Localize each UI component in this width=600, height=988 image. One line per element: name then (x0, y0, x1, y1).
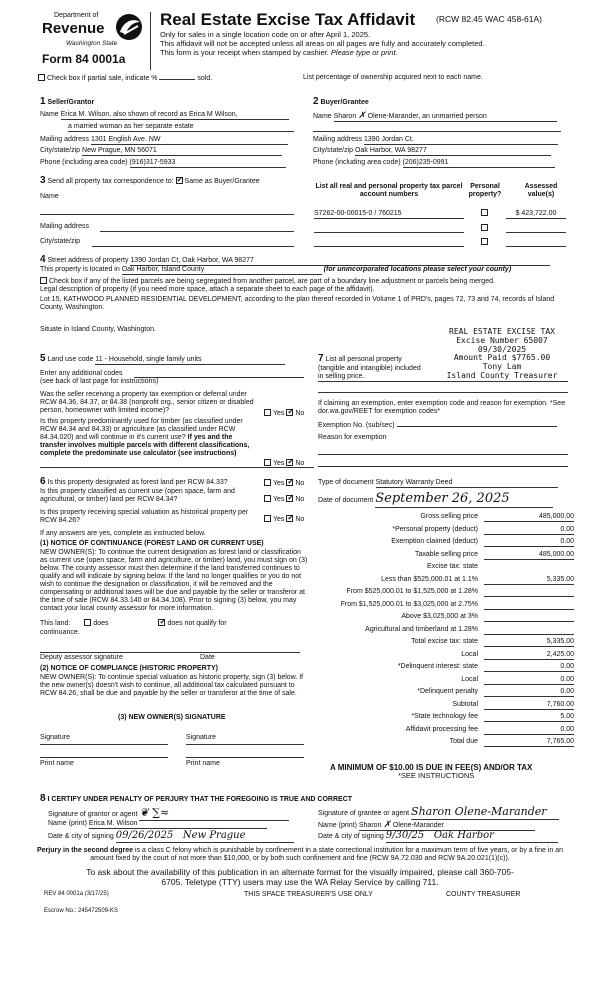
tax-row-label: Exemption claimed (deduct) (391, 538, 478, 545)
tax-row-value[interactable]: 485,000.00 (484, 551, 574, 560)
grantor-date-city-field[interactable] (116, 830, 294, 843)
stamp-line-2: Excise Number 65007 (456, 335, 548, 345)
historic-yes-label: Yes (273, 516, 285, 523)
continuance-label: continuance. (40, 629, 80, 636)
does-qualify-checkbox[interactable] (84, 619, 91, 626)
partial-sold-label: sold. (197, 75, 213, 82)
tax-row-value[interactable] (484, 626, 574, 635)
grantee-date-city-label: Date & city of signing (318, 833, 384, 840)
stamp-line-5: Tony Lam (482, 362, 522, 372)
same-as-buyer-checkbox[interactable] (176, 177, 183, 184)
grantee-name-print-label: Name (print) (318, 822, 357, 829)
partial-pct-field[interactable] (159, 79, 195, 80)
segregated-checkbox[interactable] (40, 277, 47, 284)
stamp-line-3: 09/30/2025 (477, 344, 527, 354)
header-line-3: This form is your receipt when stamped by cashier. (160, 48, 329, 57)
current-use-no-label: No (295, 496, 305, 503)
seller-name-label: Name (40, 111, 59, 118)
timber-question: Is this property predominantly used for timber (as classified under RCW 84.34 and 84.33) or agriculture (as classified under RCW 84.34.020) and will continue in it's current use? (40, 418, 243, 442)
exemption-question: Was the seller receiving a property tax exemption or deferral under RCW 84.36, 84.37, or 84.38 (nonprofit org., senior citizen or disabled person, homeowner with limited income)? (40, 391, 254, 415)
owner-print-name-label-1: Print name (40, 760, 74, 767)
land-use-code-field[interactable]: 11 - Household, single family units (95, 356, 285, 365)
grantee-date: 9/30/25 (385, 830, 425, 841)
minimum-fee-note: A MINIMUM OF $10.00 IS DUE IN FEE(S) AND/OR TAX (330, 763, 533, 772)
buyer-name-rest: Olene-Marander, an unmarried person (367, 113, 487, 120)
personal-prop-checkbox-2[interactable] (481, 224, 488, 231)
seller-name-field[interactable]: Erica M. Wilson, also shown of record as Erica M Wilson, (61, 111, 289, 120)
grantor-name-print-label: Name (print) (48, 820, 87, 827)
doc-date-label: Date of document (318, 497, 374, 504)
does-label: does (93, 620, 109, 627)
tax-row-value[interactable]: 7,765.00 (484, 738, 574, 747)
tax-row-label: Subtotal (452, 700, 478, 708)
owner-print-name-label-2: Print name (186, 760, 220, 767)
forest-no-checkbox[interactable] (286, 479, 293, 486)
tax-row-label: From $1,525,000.01 to $3,025,000 at 2.75% (340, 600, 478, 608)
grantee-name-rest: Olene-Marander (392, 822, 444, 829)
seller-heading: Seller/Grantor (47, 99, 95, 106)
tax-row-value[interactable]: 0.00 (484, 663, 574, 672)
tax-row-value[interactable]: 2,425.00 (484, 651, 574, 660)
q2-yes-label: Yes (273, 460, 285, 467)
seller-name-line-2[interactable]: a married woman as her separate estate (68, 123, 294, 132)
excise-stamp (432, 328, 572, 381)
tax-row-value[interactable] (484, 613, 574, 622)
doc-type-field[interactable]: Statutory Warranty Deed (376, 479, 558, 488)
tax-row-label: Total excise tax: state (411, 638, 478, 645)
personal-prop-label: List all personal property (tangible and intangible) included in selling price. (318, 356, 421, 380)
q1-yes-checkbox[interactable] (264, 409, 271, 416)
grantor-signature-field[interactable]: ​❦ ∑≈ (139, 807, 289, 821)
street-label: Street address of property (47, 257, 129, 264)
tax-corr-label: Send all property tax correspondence to: (47, 178, 174, 185)
section-5-number: 5 (40, 353, 46, 364)
does-not-label: does not qualify for (167, 620, 227, 627)
tax-row-label: Agricultural and timberland at 1.28% (365, 625, 478, 633)
located-label: This property is located in (40, 266, 120, 273)
tax-row-value[interactable]: 0.00 (484, 538, 574, 547)
certify-text: I CERTIFY UNDER PENALTY OF PERJURY THAT THE FOREGOING IS TRUE AND CORRECT (47, 796, 353, 803)
dept-text: Department of (54, 12, 99, 19)
forest-yes-checkbox[interactable] (264, 479, 271, 486)
tax-row-value[interactable]: 5.00 (484, 713, 574, 722)
owner-signature-label-2: Signature (186, 734, 216, 741)
grantee-city: Oak Harbor (433, 830, 494, 841)
section-3-number: 3 (40, 175, 46, 186)
street-address-field[interactable]: 1390 Jordan Ct, Oak Harbor, WA 98277 (130, 257, 550, 266)
grantee-signature-field[interactable]: Sharon Olene-Marander (411, 806, 559, 820)
see-instructions-note: *SEE INSTRUCTIONS (398, 771, 475, 780)
historic-question: Is this property receiving special valuation as historical property per RCW 84.26? (40, 509, 249, 525)
timber-question-bold: If yes and the transfer involves multiple parcels with different classifications, complete the predominate use calculator (see instructions) (40, 434, 250, 458)
tax-row-value[interactable]: 5,335.00 (484, 576, 574, 585)
tax-row-label: From $525,000.01 to $1,525,000 at 1.28% (346, 588, 478, 595)
tax-row-value[interactable]: 7,760.00 (484, 701, 574, 710)
forest-no-label: No (295, 480, 305, 487)
if-any-yes-note: If any answers are yes, complete as instructed below. (40, 530, 206, 537)
current-use-yes-checkbox[interactable] (264, 495, 271, 502)
stamp-line-6: Island County Treasurer (446, 370, 558, 380)
tax-corr-name-label: Name (40, 193, 59, 200)
personal-prop-header: Personal property? (468, 183, 502, 199)
tax-row-label: Excise tax: state (427, 563, 478, 570)
buyer-city-label: City/state/zip (313, 147, 354, 154)
stamp-line-1: REAL ESTATE EXCISE TAX (449, 327, 555, 336)
seller-phone-field[interactable]: (916)317-5933 (130, 159, 286, 168)
buyer-initial-mark: ✗ (358, 111, 366, 121)
form-title: Real Estate Excise Tax Affidavit (160, 10, 416, 29)
wa-revenue-emblem-icon (112, 12, 146, 42)
grantor-date: 09/26/2025 (115, 830, 174, 841)
tax-row-value[interactable] (484, 588, 574, 597)
tax-row-value[interactable]: 0.00 (484, 726, 574, 735)
doc-type-label: Type of document (318, 479, 374, 486)
buyer-first-name: Sharon (333, 113, 357, 120)
personal-prop-checkbox-1[interactable] (481, 209, 488, 216)
assessed-header: Assessed value(s) (524, 183, 558, 199)
historic-no-checkbox[interactable] (286, 515, 293, 522)
header-line-2: This affidavit will not be accepted unless all areas on all pages are fully and accurately completed. (160, 39, 485, 48)
does-not-qualify-checkbox[interactable] (158, 619, 165, 626)
perjury-bold: Perjury in the second degree (36, 847, 134, 854)
notice-compliance-text: NEW OWNER(S): To continue special valuation as historic property, sign (3) below. If the new owner(s) doesn't wish to continue, all additional tax calculated pursuant to RCW 84.26, shall be due and payable by the seller or transferor at the time of sale. (40, 674, 304, 698)
tax-row-label: Affidavit processing fee (405, 725, 478, 733)
parcel-number-field[interactable]: S7262-00-00015-0 / 760215 (314, 210, 464, 219)
doc-date-field[interactable]: September 26, 2025 (375, 492, 553, 508)
deputy-date-label: Date (200, 654, 215, 661)
notice-compliance-title: (2) NOTICE OF COMPLIANCE (HISTORIC PROPERTY) (40, 665, 218, 672)
current-use-question: Is this property classified as current use (open space, farm and agricultural, or timber) land per RCW 84.34? (40, 488, 235, 504)
historic-yes-checkbox[interactable] (264, 515, 271, 522)
see-back-label: (see back of last page for instructions) (40, 378, 159, 385)
header-line-1: Only for sales in a single location code on or after April 1, 2025. (160, 30, 371, 39)
exemption-no-field[interactable] (397, 426, 557, 427)
buyer-name-field[interactable] (334, 111, 557, 122)
forest-question: Is this property designated as forest land per RCW 84.33? (47, 479, 228, 486)
tax-row-value[interactable]: 485,000.00 (484, 513, 574, 522)
buyer-phone-label: Phone (including area code) (313, 159, 401, 166)
q1-no-checkbox[interactable] (286, 409, 293, 416)
grantor-signature-label: Signature of grantor or agent (48, 811, 138, 818)
legal-label: Legal description of property (if you need more space, attach a separate sheet to each page of the affidavit). (40, 286, 375, 293)
seller-mailing-label: Mailing address (40, 136, 90, 143)
treasurer-use-label: THIS SPACE TREASURER'S USE ONLY (244, 891, 373, 898)
tax-row-label: *Delinquent penalty (417, 688, 478, 695)
tax-row-label: Total due (449, 738, 478, 745)
historic-no-label: No (295, 516, 305, 523)
tax-corr-mailing-label: Mailing address (40, 223, 90, 230)
q2-no-label: No (295, 460, 305, 467)
grantee-first-name: Sharon (358, 822, 382, 829)
section-6-number: 6 (40, 476, 46, 487)
section-4-number: 4 (40, 254, 46, 265)
tax-row-label: Taxable selling price (414, 550, 478, 558)
tax-row-label: *State technology fee (411, 713, 478, 720)
revenue-text: Revenue (42, 20, 105, 37)
q1-no-label: No (295, 410, 305, 417)
tax-corr-city-label: City/state/zip (40, 238, 81, 245)
tax-row-value[interactable]: 5,335.00 (484, 638, 574, 647)
personal-prop-checkbox-3[interactable] (481, 238, 488, 245)
tax-row-value[interactable] (484, 601, 574, 610)
buyer-mailing-label: Mailing address (313, 136, 363, 143)
notice-continuance-title: (1) NOTICE OF CONTINUANCE (FOREST LAND OR CURRENT USE) (40, 540, 264, 547)
this-land-label: This land: (40, 620, 71, 627)
current-use-yes-label: Yes (273, 496, 285, 503)
buyer-heading: Buyer/Grantee (320, 99, 369, 106)
tax-row-value[interactable]: 0.00 (484, 526, 574, 535)
dor-logo (40, 12, 150, 52)
uninc-note: (for unincorporated locations please select your county) (323, 266, 512, 273)
partial-sale-label: Check box if partial sale, indicate % (47, 75, 158, 82)
grantor-city: New Prague (182, 830, 246, 841)
tax-row-label: Local (461, 675, 478, 683)
q2-no-checkbox[interactable] (286, 459, 293, 466)
tax-row-label: Above $3,025,000 at 3% (401, 613, 478, 620)
list-pct-note: List percentage of ownership acquired next to each name. (303, 74, 483, 81)
partial-sale-checkbox[interactable] (38, 74, 45, 81)
current-use-no-checkbox[interactable] (286, 495, 293, 502)
grantor-name-field[interactable]: Erica M. Wilson (89, 820, 267, 829)
county-treasurer-label: COUNTY TREASURER (446, 891, 521, 898)
tax-row-label: *Personal property (deduct) (392, 525, 478, 533)
grantee-date-city-field[interactable] (386, 830, 558, 843)
buyer-name-label: Name (313, 113, 332, 120)
buyer-mailing-field[interactable]: 1390 Jordan Ct. (364, 136, 558, 145)
stamp-line-4: Amount Paid $7765.00 (453, 353, 551, 363)
forest-yes-label: Yes (273, 480, 285, 487)
type-or-print: Please type or print. (330, 48, 398, 57)
exemption-no-label: Exemption No. (sub/sec) (318, 422, 395, 429)
grantee-signature-label: Signature of grantee or agent (318, 810, 410, 817)
seller-city-label: City/state/zip (40, 147, 81, 154)
tax-row-label: Less than $525,000.01 at 1.1% (381, 575, 478, 583)
ada-notice: To ask about the availability of this publication in an alternate format for the visually impaired, please call 360-705-6705. Teletype (TTY) users may use the WA Relay Service by calling 711. (86, 867, 514, 887)
buyer-phone-field[interactable]: (206)235-0991 (403, 159, 555, 168)
legal-description: Lot 15, KATHWOOD PLANNED RESIDENTIAL DEVELOPMENT, according to the plan thereof recorded in Volume 1 of PRD's, pages 72, 73 and 74, records of Island County, Washington. (40, 296, 555, 312)
seller-mailing-field[interactable]: 1301 English Ave. NW (91, 136, 288, 145)
seller-phone-label: Phone (including area code) (40, 159, 128, 166)
seller-city-field[interactable]: New Prague, MN 56071 (82, 147, 282, 156)
exemption-instructions: If claiming an exemption, enter exemption code and reason for exemption. *See dor.wa.gov/REET for exemption codes* (318, 400, 566, 416)
grantee-initial-mark: ✗ (383, 820, 391, 830)
land-use-label: Land use code (47, 356, 94, 363)
tax-corr-name-line[interactable] (40, 214, 294, 215)
section-1-number: 1 (40, 96, 46, 107)
assessed-value-field[interactable]: $ 423,722.00 (506, 210, 566, 219)
tax-row-label: Local (461, 650, 478, 658)
q2-yes-checkbox[interactable] (264, 459, 271, 466)
form-number: Form 84 0001a (42, 52, 126, 66)
tax-row-value[interactable]: 0.00 (484, 688, 574, 697)
section-7-number: 7 (318, 353, 324, 364)
section-8-number: 8 (40, 793, 46, 804)
segregated-label: Check box if any of the listed parcels are being segregated from another parcel, are part of a boundary line adjustment or parcels being merged. (49, 278, 495, 285)
situate-text: Situate in Island County, Washington. (40, 326, 156, 333)
escrow-number: Escrow No.: 245472509-KS (44, 908, 119, 914)
additional-codes-label: Enter any additional codes (40, 370, 123, 377)
owner-signature-label-1: Signature (40, 734, 70, 741)
same-as-buyer-label: Same as Buyer/Grantee (184, 178, 260, 185)
state-text: Washington State (66, 40, 118, 47)
new-owner-signature-title: (3) NEW OWNER(S) SIGNATURE (118, 714, 226, 721)
perjury-text: is a class C felony which is punishable by confinement in a state correctional institution for a maximum term of five years, or by a fine in an amount fixed by the court of not more than $10,000, or by both such confinement and fine (RCW 9A.72.030 and RCW 9A.20.021(1)(c)). (90, 847, 564, 863)
located-field[interactable]: Oak Harbor, Island County (122, 266, 322, 275)
notice-continuance-text: NEW OWNER(S): To continue the current designation as forest land or classification as current use (open space, farm and agriculture, or timber) land, you must sign on (3) below. The county assessor must then determine if the land transferred continues to qualify and will indicate by signing below. If the land no longer qualifies or you do not wish to continue the designation or classification, it will be removed and the compensating or additional taxes will be due and payable by the seller or transferor at the time of sale (RCW 84.33.140 or 84.34.108). Prior to signing (3) below, you may contact your local county assessor for more information. (40, 549, 308, 613)
tax-row-value[interactable]: 0.00 (484, 676, 574, 685)
tax-row-label: *Delinquent interest: state (397, 663, 478, 670)
deputy-assessor-label: Deputy assessor signature (40, 654, 123, 661)
reason-label: Reason for exemption (318, 434, 387, 441)
parcel-header: List all real and personal property tax parcel account numbers (315, 183, 463, 199)
grantor-date-city-label: Date & city of signing (48, 833, 114, 840)
buyer-city-field[interactable]: Oak Harbor, WA 98277 (355, 147, 551, 156)
section-2-number: 2 (313, 96, 319, 107)
rev-number: REV 84 0001a (3/17/25) (44, 891, 109, 897)
rcw-ref: (RCW 82.45 WAC 458-61A) (436, 14, 542, 24)
tax-row-label: Gross selling price (420, 513, 478, 520)
q1-yes-label: Yes (273, 410, 285, 417)
